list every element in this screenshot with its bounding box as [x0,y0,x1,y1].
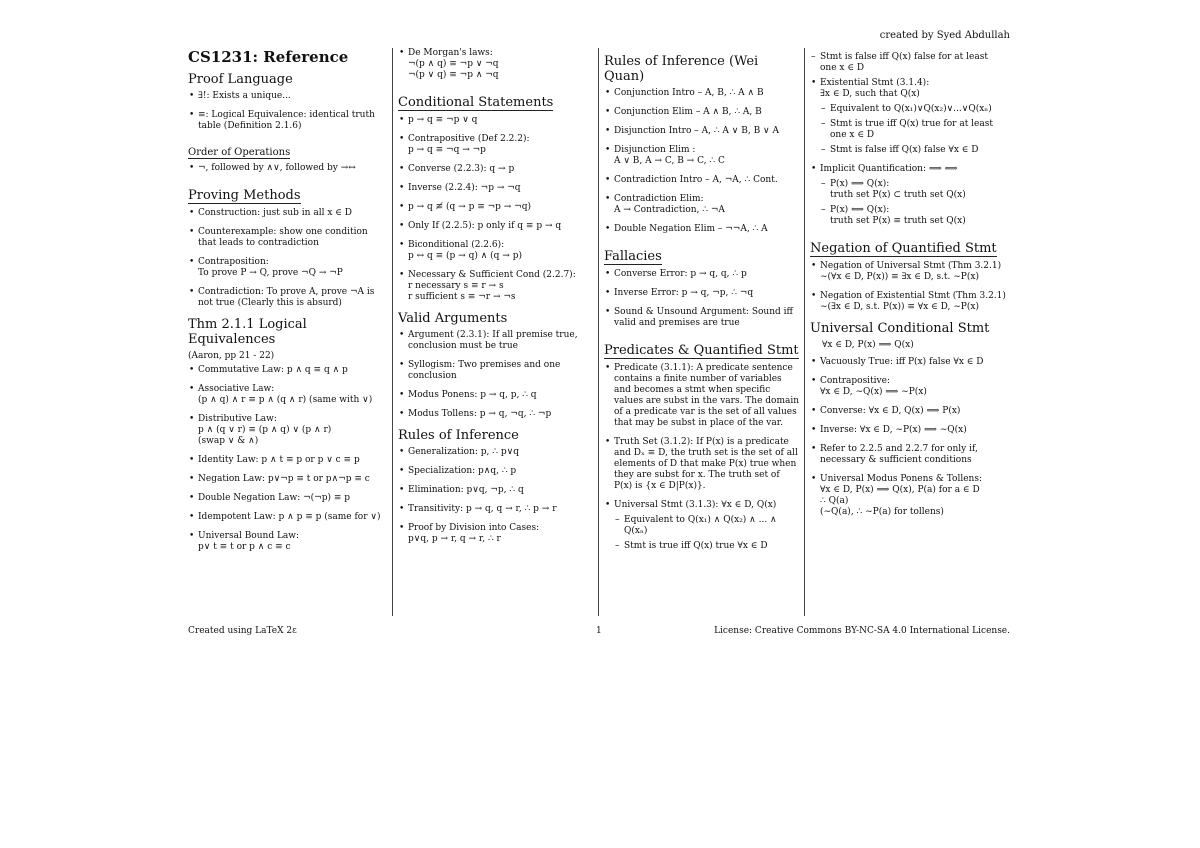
list-item [398,134,594,156]
list-item [820,104,1006,115]
item-line: truth set P(x) ⊂ truth set Q(x) [830,190,966,200]
item-text: Equivalent to Q(x₁)∨Q(x₂)∨...∨Q(xₙ) [830,104,992,114]
page-number: 1 [596,626,602,636]
list-item [604,307,800,329]
sub-list [810,52,1006,74]
list-item [604,437,800,492]
bullet-list [188,208,388,309]
list-item [188,414,388,447]
item-text: Converse: ∀x ∈ D, Q(x) ⟹ P(x) [820,406,961,416]
item-text: Argument (2.3.1): If all premise true, conclusion must be true [408,330,578,351]
list-item [398,183,594,194]
list-item [188,474,388,485]
item-text: Stmt is false iff Q(x) false for at least one x ∈ D [820,52,988,73]
bullet-list [810,357,1006,518]
list-item [820,145,1006,156]
list-item [398,202,594,213]
item-text: Stmt is true iff Q(x) true ∀x ∈ D [624,541,768,551]
bullet-list [604,88,800,235]
item-text: ∃!: Exists a unique... [198,91,291,101]
item-line: • Universal Modus Ponens & Tollens: [820,474,982,484]
list-item [614,541,800,552]
item-text: ≡: Logical Equivalence: identical truth table (Definition 2.1.6) [198,110,375,131]
item-text: Elimination: p∨q, ¬p, ∴ q [408,485,524,495]
bullet-list [604,500,800,552]
column-2 [392,48,598,616]
item-line: • Biconditional (2.2.6): [408,240,505,250]
section-heading: Fallacies [604,249,662,264]
item-text: Predicate (3.1.1): A predicate sentence contains a finite number of variables and becomes a stmt when specific values are subst in the vars. The domain of a predicate var is the set of all values that may be subst in place of the var. [614,363,800,428]
list-item [810,357,1006,368]
bullet-list [188,365,388,553]
item-text: Contradiction Intro – A, ¬A, ∴ Cont. [614,175,778,185]
section-heading: Negation of Quantified Stmt [810,241,997,256]
item-text: Refer to 2.2.5 and 2.2.7 for only if, necessary & sufficient conditions [820,444,978,465]
item-line: • Existential Stmt (3.1.4): [820,78,930,88]
item-line: • Distributive Law: [198,414,277,424]
list-item [810,474,1006,518]
item-line: • Associative Law: [198,384,275,394]
list-item [188,365,388,376]
item-text: Inverse: ∀x ∈ D, ∼P(x) ⟹ ∼Q(x) [820,425,967,435]
list-item [188,493,388,504]
item-line: p ∧ (q ∨ r) ≡ (p ∧ q) ∨ (p ∧ r) [198,425,332,435]
list-item [604,126,800,137]
list-item [398,360,594,382]
item-line: ∼(∀x ∈ D, P(x)) ≡ ∃x ∈ D, s.t. ∼P(x) [820,272,979,282]
item-text: Universal Stmt (3.1.3): ∀x ∈ D, Q(x) [614,500,777,510]
list-item [188,384,388,406]
list-item [820,205,1006,227]
item-text: p → q ≡ ¬p ∨ q [408,115,478,125]
list-item [398,504,594,515]
document-title: CS1231: Reference [188,48,349,66]
item-text: Negation Law: p∨¬p ≡ t or p∧¬p ≡ c [198,474,370,484]
item-text: Double Negation Elim – ¬¬A, ∴ A [614,224,768,234]
list-item [604,107,800,118]
list-item [398,523,594,545]
list-item [604,88,800,99]
item-text: Sound & Unsound Argument: Sound iff valid and premises are true [614,307,793,328]
item-line: r sufficient s ≡ ¬r → ¬s [408,292,516,302]
list-item [810,406,1006,417]
item-line: ∼(∃x ∈ D, s.t. P(x)) ≡ ∀x ∈ D, ∼P(x) [820,302,979,312]
column-4 [804,48,1010,616]
list-item [810,52,1006,74]
item-line: • De Morgan's laws: [408,48,493,58]
section-heading: Conditional Statements [398,95,554,110]
list-item [604,224,800,235]
item-line: p → q ≡ ¬q → ¬p [408,145,486,155]
item-text: Syllogism: Two premises and one conclusion [408,360,561,381]
bullet-list [810,261,1006,313]
list-item [604,194,800,216]
formula: ∀x ∈ D, P(x) ⟹ Q(x) [822,340,914,350]
bullet-list [810,78,1006,227]
item-text: Transitivity: p → q, q → r, ∴ p → r [408,504,557,514]
source-note: (Aaron, pp 21 - 22) [188,351,275,361]
item-line: • Contrapositive: [820,376,891,386]
item-line: ¬(p ∨ q) ≡ ¬p ∧ ¬q [408,70,499,80]
bullet-list [398,447,594,545]
list-item [188,163,388,174]
item-text: Counterexample: show one condition that leads to contradiction [198,227,368,248]
list-item [398,330,594,352]
list-item [810,291,1006,313]
list-item [820,179,1006,201]
list-item [188,512,388,523]
item-line: ∀x ∈ D, ∼Q(x) ⟹ ∼P(x) [820,387,927,397]
item-line: • Contradiction Elim: [614,194,704,204]
list-item [398,164,594,175]
item-text: Stmt is true iff Q(x) true for at least one x ∈ D [830,119,993,140]
list-item [188,455,388,466]
list-item [604,145,800,167]
list-item [188,257,388,279]
list-item [398,240,594,262]
author-credit: created by Syed Abdullah [879,30,1010,41]
list-item [820,119,1006,141]
item-line: • Contrapositive (Def 2.2.2): [408,134,530,144]
item-text: Converse Error: p → q, q, ∴ p [614,269,747,279]
footer-latex-credit: Created using LaTeX 2ε [188,626,297,636]
item-text: Inverse (2.2.4): ¬p → ¬q [408,183,521,193]
sub-list [820,179,1006,227]
item-text: Modus Ponens: p → q, p, ∴ q [408,390,537,400]
item-text: Disjunction Intro – A, ∴ A ∨ B, B ∨ A [614,126,779,136]
item-line: p∨ t ≡ t or p ∧ c ≡ c [198,542,291,552]
bullet-list [188,91,388,132]
section-heading: Universal Conditional Stmt [810,321,990,336]
item-text: Inverse Error: p → q, ¬p, ∴ ¬q [614,288,754,298]
item-line: – P(x) ⟺ Q(x): [830,205,890,215]
list-item [604,500,800,552]
item-line: A ∨ B, A → C, B → C, ∴ C [614,156,725,166]
item-line: • Disjunction Elim : [614,145,696,155]
item-text: Idempotent Law: p ∧ p ≡ p (same for ∨) [198,512,381,522]
list-item [188,208,388,219]
list-item [188,287,388,309]
list-item [604,175,800,186]
item-text: Modus Tollens: p → q, ¬q, ∴ ¬p [408,409,552,419]
list-item [398,466,594,477]
list-item [188,531,388,553]
item-text: Vacuously True: iff P(x) false ∀x ∈ D [820,357,984,367]
item-text: Commutative Law: p ∧ q ≡ q ∧ p [198,365,348,375]
list-item [810,376,1006,398]
list-item [604,288,800,299]
column-3 [598,48,804,616]
list-item [398,270,594,303]
item-line: • Negation of Existential Stmt (Thm 3.2.1) [820,291,1006,301]
list-item [398,390,594,401]
columns [186,48,1012,616]
item-line: r necessary s ≡ r → s [408,281,504,291]
bullet-list [398,48,594,81]
item-line: (swap ∨ & ∧) [198,436,259,446]
item-text: Identity Law: p ∧ t ≡ p or p ∨ c ≡ p [198,455,360,465]
item-line: • Necessary & Sufficient Cond (2.2.7): [408,270,576,280]
list-item [604,269,800,280]
item-line: • Proof by Division into Cases: [408,523,540,533]
bullet-list [604,363,800,492]
item-text: Conjunction Intro – A, B, ∴ A ∧ B [614,88,764,98]
list-item [398,115,594,126]
item-text: Stmt is false iff Q(x) false ∀x ∈ D [830,145,979,155]
section-heading: Proof Language [188,72,293,87]
item-line: • Contraposition: [198,257,269,267]
sub-list [614,515,800,552]
list-item [810,444,1006,466]
list-item [810,78,1006,156]
section-heading: Proving Methods [188,188,301,203]
list-item [398,221,594,232]
item-line: To prove P → Q, prove ¬Q → ¬P [198,268,343,278]
item-text: p → q ≢ (q → p ≡ ¬p → ¬q) [408,202,531,212]
item-text: Double Negation Law: ¬(¬p) ≡ p [198,493,350,503]
item-text: Converse (2.2.3): q → p [408,164,515,174]
list-item [398,485,594,496]
list-item [398,48,594,81]
item-line: ∴ Q(a) [820,496,849,506]
list-item [188,91,388,102]
column-1 [186,48,392,616]
item-text: Contradiction: To prove A, prove ¬A is not true (Clearly this is absurd) [198,287,375,308]
item-text: Only If (2.2.5): p only if q ≡ p → q [408,221,562,231]
section-heading: Predicates & Quantified Stmt [604,343,799,358]
item-text: ¬, followed by ∧∨, followed by →↔ [198,163,356,173]
list-item [614,515,800,537]
item-line: (p ∧ q) ∧ r ≡ p ∧ (q ∧ r) (same with ∨) [198,395,373,405]
item-line: • Universal Bound Law: [198,531,300,541]
list-item [398,447,594,458]
sub-list [820,104,1006,156]
section-heading: Thm 2.1.1 Logical Equivalences [188,317,307,347]
item-text: Specialization: p∧q, ∴ p [408,466,517,476]
list-item [810,425,1006,436]
list-item [188,110,388,132]
bullet-list [398,330,594,420]
section-heading: Rules of Inference [398,428,519,443]
item-text: Conjunction Elim – A ∧ B, ∴ A, B [614,107,762,117]
item-text: Equivalent to Q(x₁) ∧ Q(x₂) ∧ ... ∧ Q(xₙ) [624,515,777,536]
section-heading: Valid Arguments [398,311,508,326]
item-line: A → Contradiction, ∴ ¬A [614,205,725,215]
footer-license: License: Creative Commons BY-NC-SA 4.0 International License. [714,626,1010,636]
bullet-list [188,163,388,174]
list-item [398,409,594,420]
item-line: p ↔ q ≡ (p → q) ∧ (q → p) [408,251,522,261]
bullet-list [604,269,800,329]
bullet-list [398,115,594,303]
item-text: Construction: just sub in all x ∈ D [198,208,352,218]
item-line: ∀x ∈ D, P(x) ⟹ Q(x), P(a) for a ∈ D [820,485,980,495]
item-line: (∼Q(a), ∴ ∼P(a) for tollens) [820,507,944,517]
list-item [810,261,1006,283]
list-item [188,227,388,249]
list-item [604,363,800,429]
subsection-heading: Order of Operations [188,147,291,158]
item-line: truth set P(x) ≡ truth set Q(x) [830,216,966,226]
item-line: ¬(p ∧ q) ≡ ¬p ∨ ¬q [408,59,499,69]
item-line: p∨q, p → r, q → r, ∴ r [408,534,501,544]
section-heading: Rules of Inference (Wei Quan) [604,54,759,84]
item-line: – P(x) ⟹ Q(x): [830,179,890,189]
item-line: ∃x ∈ D, such that Q(x) [820,89,920,99]
item-text: Implicit Quantification: ⟹ ⟺ [820,164,958,174]
list-item [810,164,1006,227]
item-text: Truth Set (3.1.2): If P(x) is a predicate and Dₓ ≡ D, the truth set is the set of all elements of D that make P(x) true when they are subst for x. The truth set of P(x) is {x ∈ D|P(x)}. [614,437,798,491]
item-line: • Negation of Universal Stmt (Thm 3.2.1) [820,261,1002,271]
item-text: Generalization: p, ∴ p∨q [408,447,519,457]
